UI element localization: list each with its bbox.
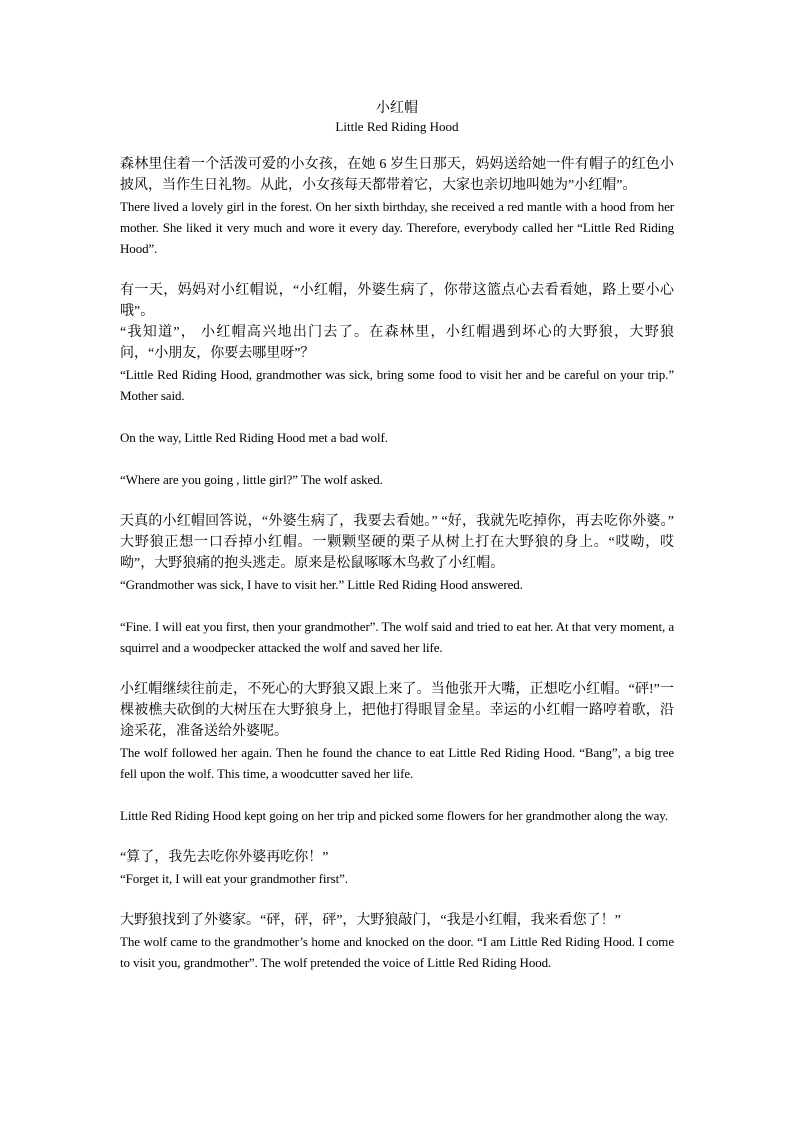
paragraph-gap	[120, 784, 674, 805]
paragraph-cn: 小红帽继续往前走，不死心的大野狼又跟上来了。当他张开大嘴，正想吃小红帽。“砰!”一棵被樵夫砍倒的大树压在大野狼身上，把他打得眼冒金星。幸运的小红帽一路哼着歌，沿途采花，准备送给外婆呢。	[120, 682, 674, 739]
paragraph-en: On the way, Little Red Riding Hood met a bad wolf.	[120, 430, 388, 445]
paragraph-cn: “算了，我先去吃你外婆再吃你！”	[120, 850, 329, 865]
paragraph-gap	[120, 658, 674, 679]
paragraph-cn: 有一天，妈妈对小红帽说，“小红帽，外婆生病了，你带这篮点心去看看她，路上要小心哦”。	[120, 283, 674, 319]
paragraph-gap	[120, 406, 674, 427]
paragraph-cn: 森林里住着一个活泼可爱的小女孩，在她 6 岁生日那天，妈妈送给她一件有帽子的红色小披风，当作生日礼物。从此，小女孩每天都带着它，大家也亲切地叫她为”小红帽”。	[120, 157, 674, 193]
title-english: Little Red Riding Hood	[335, 119, 459, 134]
paragraph-en: There lived a lovely girl in the forest. On her sixth birthday, she received a red mantle with a hood from her mother. She liked it very much and wore it every day. Therefore, everybody called her “Little Red Riding Hood”.	[120, 199, 674, 256]
paragraph-gap	[120, 259, 674, 280]
paragraph-cn: 大野狼找到了外婆家。“砰，砰，砰”，大野狼敲门，“我是小红帽，我来看您了！”	[120, 913, 621, 928]
paragraph-cn: 天真的小红帽回答说，“外婆生病了，我要去看她。” “好，我就先吃掉你，再去吃你外婆。” 大野狼正想一口吞掉小红帽。一颗颗坚硬的栗子从树上打在大野狼的身上。“哎呦，哎呦”，大野狼痛的抱头逃走。原来是松鼠啄啄木鸟救了小红帽。	[120, 514, 674, 571]
paragraph-en: “Where are you going , little girl?” The wolf asked.	[120, 472, 383, 487]
paragraph-gap	[120, 490, 674, 511]
paragraph-en: “Forget it, I will eat your grandmother first”.	[120, 871, 348, 886]
paragraph-en: The wolf came to the grandmother’s home and knocked on the door. “I am Little Red Riding Hood. I come to visit you, grandmother”. The wolf pretended the voice of Little Red Riding Hood.	[120, 934, 674, 970]
title-chinese: 小红帽	[376, 101, 418, 116]
paragraph-gap	[120, 448, 674, 469]
paragraph-cn: “我知道”， 小红帽高兴地出门去了。在森林里，小红帽遇到坏心的大野狼，大野狼问，“小朋友，你要去哪里呀”？	[120, 325, 674, 361]
paragraph-gap	[120, 826, 674, 847]
paragraph-en: Little Red Riding Hood kept going on her trip and picked some flowers for her grandmother along the way.	[120, 808, 668, 823]
story-body	[120, 154, 674, 973]
paragraph-gap	[120, 595, 674, 616]
paragraph-gap	[120, 889, 674, 910]
paragraph-en: The wolf followed her again. Then he found the chance to eat Little Red Riding Hood. “Bang”, a big tree fell upon the wolf. This time, a woodcutter saved her life.	[120, 745, 674, 781]
paragraph-en: “Little Red Riding Hood, grandmother was sick, bring some food to visit her and be careful on your trip.” Mother said.	[120, 367, 674, 403]
paragraph-en: “Grandmother was sick, I have to visit her.” Little Red Riding Hood answered.	[120, 577, 523, 592]
paragraph-en: “Fine. I will eat you first, then your grandmother”. The wolf said and tried to eat her. At that very moment, a squirrel and a woodpecker attacked the wolf and saved her life.	[120, 619, 674, 655]
